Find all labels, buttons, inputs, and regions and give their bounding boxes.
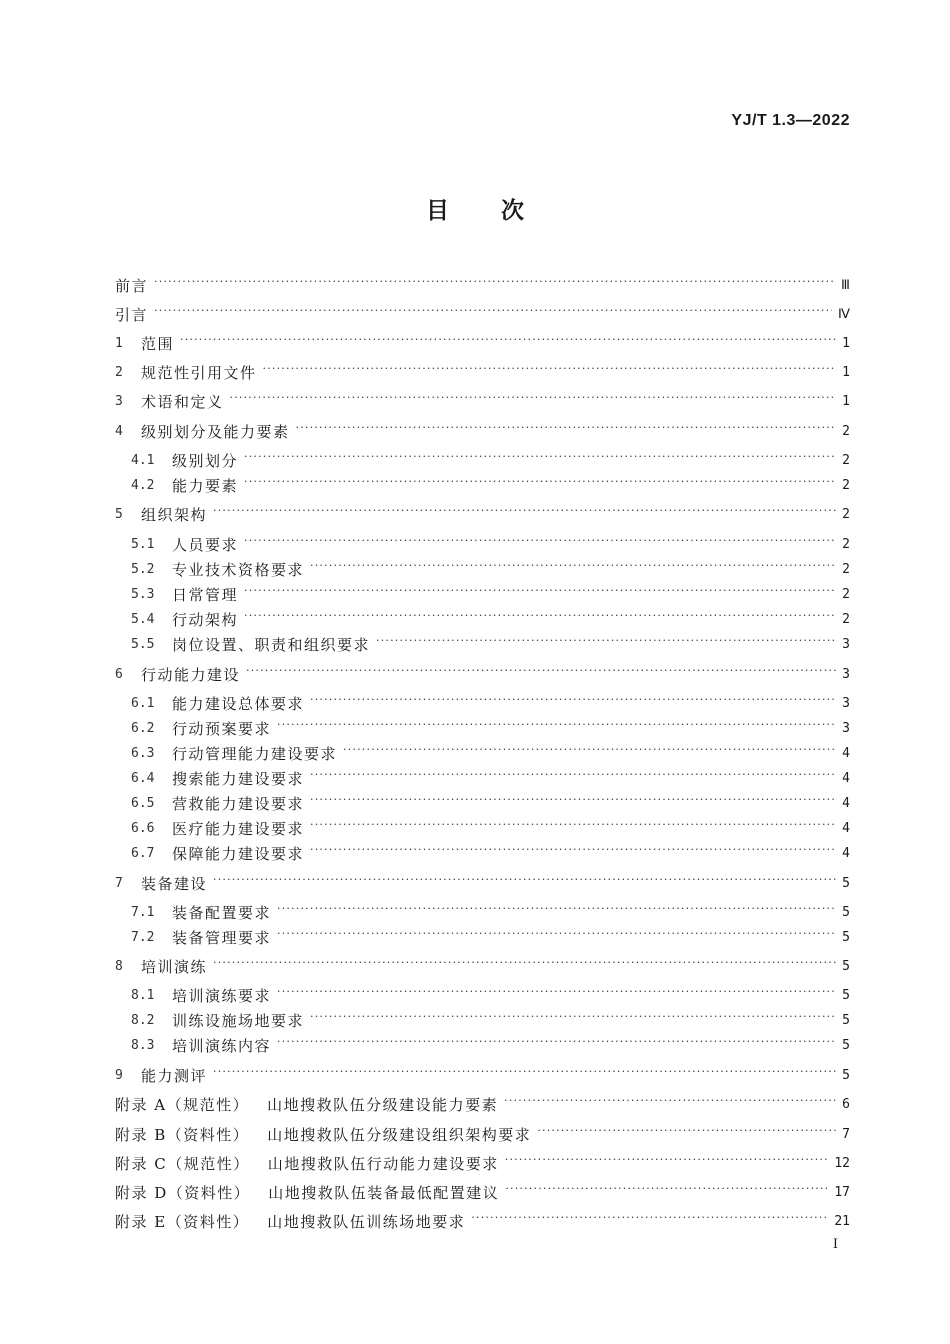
toc-entry-label: 能力要素 bbox=[172, 477, 239, 495]
toc-subentry[interactable] bbox=[115, 982, 850, 1006]
toc-entry-label: 装备建设 bbox=[141, 875, 208, 893]
appendix-kind: 附录 A（规范性） bbox=[115, 1096, 250, 1114]
toc-entry-number: 4.1 bbox=[131, 453, 155, 468]
dot-leader bbox=[244, 531, 836, 551]
toc-entry-number: 8.2 bbox=[131, 1013, 155, 1028]
toc-entry[interactable] bbox=[115, 301, 850, 325]
toc-entry-label: 行动管理能力建设要求 bbox=[172, 745, 338, 763]
toc-entry-page: 5 bbox=[842, 959, 850, 974]
toc-entry-page: 2 bbox=[842, 537, 850, 552]
appendix-kind: 附录 D（资料性） bbox=[115, 1184, 251, 1202]
toc-entry-number: 5.4 bbox=[131, 612, 155, 627]
toc-entry-number: 7 bbox=[115, 876, 123, 891]
appendix-title: 山地搜救队伍分级建设组织架构要求 bbox=[267, 1126, 532, 1144]
toc-subentry[interactable] bbox=[115, 790, 850, 814]
dot-leader bbox=[213, 501, 836, 521]
toc-entry-page: 1 bbox=[842, 336, 850, 351]
dot-leader bbox=[213, 870, 836, 890]
dot-leader bbox=[277, 1032, 836, 1052]
toc-entry[interactable] bbox=[115, 501, 850, 525]
toc-entry-label: 营救能力建设要求 bbox=[172, 795, 305, 813]
dot-leader bbox=[376, 631, 836, 651]
appendix-page: 7 bbox=[842, 1127, 850, 1142]
toc-subentry[interactable] bbox=[115, 715, 850, 739]
toc-entry[interactable] bbox=[115, 1062, 850, 1086]
toc-entry-label: 日常管理 bbox=[172, 586, 239, 604]
toc-entry-page: 4 bbox=[842, 846, 850, 861]
toc-entry-number: 5.2 bbox=[131, 562, 155, 577]
dot-leader bbox=[310, 790, 836, 810]
toc-entry-page: 5 bbox=[842, 1068, 850, 1083]
dot-leader bbox=[310, 840, 836, 860]
toc-entry-label: 保障能力建设要求 bbox=[172, 845, 305, 863]
toc-entry-page: 4 bbox=[842, 771, 850, 786]
toc-entry-page: 5 bbox=[842, 1038, 850, 1053]
toc-subentry[interactable] bbox=[115, 690, 850, 714]
toc-appendix-entry[interactable] bbox=[115, 1179, 850, 1203]
toc-entry-number: 6.1 bbox=[131, 696, 155, 711]
toc-subentry[interactable] bbox=[115, 840, 850, 864]
dot-leader bbox=[310, 690, 836, 710]
toc-entry-label: 术语和定义 bbox=[141, 393, 224, 411]
toc-entry-page: 3 bbox=[842, 721, 850, 736]
toc-entry-number: 6.7 bbox=[131, 846, 155, 861]
toc-entry-number: 6.3 bbox=[131, 746, 155, 761]
toc-subentry[interactable] bbox=[115, 472, 850, 496]
toc-entry-page: 3 bbox=[842, 667, 850, 682]
dot-leader bbox=[244, 447, 836, 467]
toc-subentry[interactable] bbox=[115, 606, 850, 630]
dot-leader bbox=[505, 1179, 828, 1199]
toc-entry-page: Ⅲ bbox=[841, 278, 850, 293]
dot-leader bbox=[310, 556, 836, 576]
toc-entry-number: 8.1 bbox=[131, 988, 155, 1003]
toc-subentry[interactable] bbox=[115, 899, 850, 923]
toc-entry-number: 5.3 bbox=[131, 587, 155, 602]
appendix-page: 17 bbox=[834, 1185, 850, 1200]
dot-leader bbox=[277, 982, 836, 1002]
dot-leader bbox=[277, 715, 836, 735]
toc-entry-label: 培训演练要求 bbox=[172, 987, 272, 1005]
toc-entry-number: 7.2 bbox=[131, 930, 155, 945]
toc-entry-number: 6.6 bbox=[131, 821, 155, 836]
toc-entry-page: 2 bbox=[842, 612, 850, 627]
toc-entry-label: 级别划分及能力要素 bbox=[141, 423, 290, 441]
toc-entry-page: 1 bbox=[842, 365, 850, 380]
toc-entry-page: 5 bbox=[842, 905, 850, 920]
toc-entry-label: 行动架构 bbox=[172, 611, 239, 629]
toc-entry-number: 6.2 bbox=[131, 721, 155, 736]
toc-subentry[interactable] bbox=[115, 815, 850, 839]
toc-subentry[interactable] bbox=[115, 447, 850, 471]
toc-entry-label: 搜索能力建设要求 bbox=[172, 770, 305, 788]
dot-leader bbox=[296, 418, 837, 438]
dot-leader bbox=[310, 815, 836, 835]
toc-entry-label: 引言 bbox=[115, 306, 149, 324]
toc-entry-number: 1 bbox=[115, 336, 123, 351]
toc-entry-page: 2 bbox=[842, 507, 850, 522]
toc-entry[interactable] bbox=[115, 418, 850, 442]
toc-entry-label: 能力建设总体要求 bbox=[172, 695, 305, 713]
appendix-page: 12 bbox=[834, 1156, 850, 1171]
toc-entry-page: 2 bbox=[842, 562, 850, 577]
toc-entry-page: Ⅳ bbox=[838, 307, 850, 322]
appendix-title: 山地搜救队伍行动能力建设要求 bbox=[267, 1155, 499, 1173]
toc-entry-page: 5 bbox=[842, 988, 850, 1003]
dot-leader bbox=[230, 388, 837, 408]
toc-entry-number: 3 bbox=[115, 394, 123, 409]
toc-entry-number: 8 bbox=[115, 959, 123, 974]
toc-entry-label: 组织架构 bbox=[141, 506, 208, 524]
toc-entry[interactable] bbox=[115, 388, 850, 412]
toc-entry[interactable] bbox=[115, 953, 850, 977]
dot-leader bbox=[471, 1208, 828, 1228]
toc-entry-label: 能力测评 bbox=[141, 1067, 208, 1085]
toc-entry-label: 装备管理要求 bbox=[172, 929, 272, 947]
toc-entry-page: 5 bbox=[842, 876, 850, 891]
toc-entry[interactable] bbox=[115, 330, 850, 354]
toc-entry[interactable] bbox=[115, 359, 850, 383]
toc-appendix-entry[interactable] bbox=[115, 1150, 850, 1174]
toc-entry-page: 3 bbox=[842, 696, 850, 711]
toc-entry-number: 4 bbox=[115, 424, 123, 439]
toc-entry-page: 2 bbox=[842, 587, 850, 602]
toc-entry-label: 训练设施场地要求 bbox=[172, 1012, 305, 1030]
toc-subentry[interactable] bbox=[115, 631, 850, 655]
toc-subentry[interactable] bbox=[115, 531, 850, 555]
toc-entry-label: 人员要求 bbox=[172, 536, 239, 554]
document-code: YJ/T 1.3—2022 bbox=[731, 112, 850, 129]
toc-entry-page: 2 bbox=[842, 424, 850, 439]
dot-leader bbox=[343, 740, 836, 760]
dot-leader bbox=[310, 765, 836, 785]
toc-entry[interactable] bbox=[115, 272, 850, 296]
toc-subentry[interactable] bbox=[115, 1007, 850, 1031]
toc-entry-number: 6 bbox=[115, 667, 123, 682]
toc-entry-label: 规范性引用文件 bbox=[141, 364, 257, 382]
toc-entry-page: 3 bbox=[842, 637, 850, 652]
dot-leader bbox=[504, 1091, 836, 1111]
toc-entry-label: 前言 bbox=[115, 277, 149, 295]
appendix-kind: 附录 C（规范性） bbox=[115, 1155, 250, 1173]
toc-entry-page: 2 bbox=[842, 453, 850, 468]
toc-subentry[interactable] bbox=[115, 581, 850, 605]
toc-entry-label: 级别划分 bbox=[172, 452, 239, 470]
toc-entry-number: 5.5 bbox=[131, 637, 155, 652]
toc-entry-label: 范围 bbox=[141, 335, 175, 353]
page-title: 目次 bbox=[426, 198, 576, 224]
dot-leader bbox=[505, 1150, 829, 1170]
dot-leader bbox=[244, 472, 836, 492]
toc-subentry[interactable] bbox=[115, 740, 850, 764]
toc-entry-number: 9 bbox=[115, 1068, 123, 1083]
toc-appendix-entry[interactable] bbox=[115, 1208, 850, 1232]
dot-leader bbox=[213, 1062, 836, 1082]
toc-entry-number: 7.1 bbox=[131, 905, 155, 920]
appendix-title: 山地搜救队伍分级建设能力要素 bbox=[267, 1096, 499, 1114]
dot-leader bbox=[154, 272, 835, 292]
appendix-page: 6 bbox=[842, 1097, 850, 1112]
dot-leader bbox=[277, 899, 836, 919]
toc-entry-page: 5 bbox=[842, 1013, 850, 1028]
appendix-page: 21 bbox=[834, 1214, 850, 1229]
toc-entry-number: 5 bbox=[115, 507, 123, 522]
toc-entry-label: 岗位设置、职责和组织要求 bbox=[172, 636, 371, 654]
dot-leader bbox=[277, 924, 836, 944]
toc-entry-number: 6.4 bbox=[131, 771, 155, 786]
appendix-kind: 附录 B（资料性） bbox=[115, 1126, 250, 1144]
toc-entry-page: 4 bbox=[842, 746, 850, 761]
toc-entry-label: 医疗能力建设要求 bbox=[172, 820, 305, 838]
toc-entry-page: 4 bbox=[842, 821, 850, 836]
appendix-title: 山地搜救队伍训练场地要求 bbox=[267, 1213, 466, 1231]
toc-subentry[interactable] bbox=[115, 1032, 850, 1056]
dot-leader bbox=[213, 953, 836, 973]
toc-entry[interactable] bbox=[115, 870, 850, 894]
toc-entry-label: 行动预案要求 bbox=[172, 720, 272, 738]
dot-leader bbox=[246, 661, 836, 681]
toc-entry-number: 6.5 bbox=[131, 796, 155, 811]
toc-entry-page: 1 bbox=[842, 394, 850, 409]
toc-entry-label: 行动能力建设 bbox=[141, 666, 241, 684]
toc-subentry[interactable] bbox=[115, 924, 850, 948]
dot-leader bbox=[154, 301, 832, 321]
toc-entry-number: 4.2 bbox=[131, 478, 155, 493]
dot-leader bbox=[310, 1007, 836, 1027]
toc-subentry[interactable] bbox=[115, 765, 850, 789]
toc-entry-label: 装备配置要求 bbox=[172, 904, 272, 922]
toc-subentry[interactable] bbox=[115, 556, 850, 580]
toc-entry-page: 4 bbox=[842, 796, 850, 811]
toc-entry-page: 2 bbox=[842, 478, 850, 493]
toc-entry-number: 5.1 bbox=[131, 537, 155, 552]
appendix-title: 山地搜救队伍装备最低配置建议 bbox=[268, 1184, 500, 1202]
toc-entry-label: 专业技术资格要求 bbox=[172, 561, 305, 579]
dot-leader bbox=[244, 581, 836, 601]
dot-leader bbox=[180, 330, 836, 350]
dot-leader bbox=[537, 1121, 836, 1141]
toc-entry-number: 2 bbox=[115, 365, 123, 380]
toc-entry[interactable] bbox=[115, 661, 850, 685]
toc-entry-page: 5 bbox=[842, 930, 850, 945]
toc-entry-label: 培训演练内容 bbox=[172, 1037, 272, 1055]
dot-leader bbox=[244, 606, 836, 626]
footer-page-number: Ⅰ bbox=[832, 1237, 838, 1252]
dot-leader bbox=[263, 359, 837, 379]
toc-entry-number: 8.3 bbox=[131, 1038, 155, 1053]
toc-entry-label: 培训演练 bbox=[141, 958, 208, 976]
appendix-kind: 附录 E（资料性） bbox=[115, 1213, 250, 1231]
toc-appendix-entry[interactable] bbox=[115, 1091, 850, 1115]
toc-appendix-entry[interactable] bbox=[115, 1121, 850, 1145]
